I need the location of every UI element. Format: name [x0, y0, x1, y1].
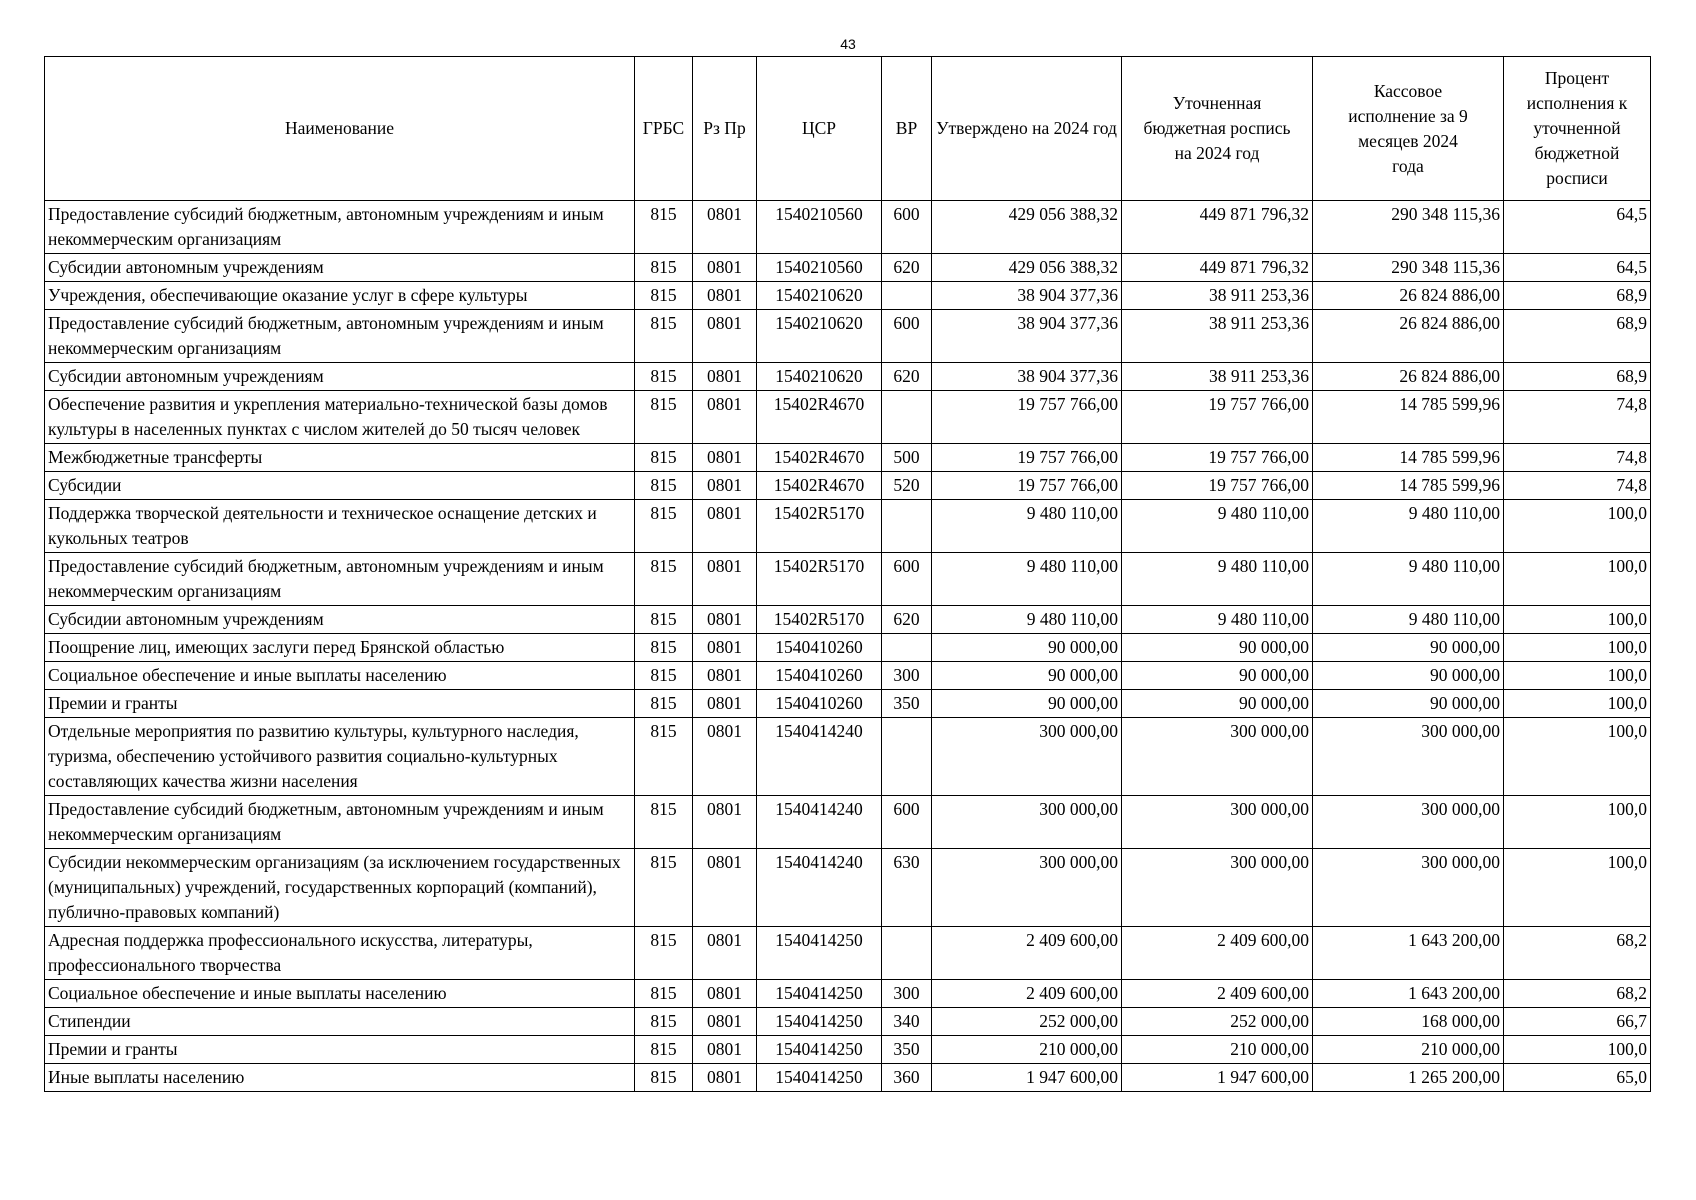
- cell-grbs: 815: [635, 662, 693, 690]
- table-row: [45, 500, 1651, 553]
- cell-csr: 1540414250: [757, 927, 882, 980]
- cell-refined: 449 871 796,32: [1122, 201, 1313, 254]
- cell-vr: [882, 718, 932, 796]
- cell-vr: 600: [882, 796, 932, 849]
- cell-percent: 68,9: [1504, 282, 1651, 310]
- cell-csr: 1540210620: [757, 363, 882, 391]
- cell-rzpr: 0801: [693, 606, 757, 634]
- cell-cash: 90 000,00: [1313, 690, 1504, 718]
- cell-refined: 1 947 600,00: [1122, 1064, 1313, 1092]
- cell-refined: 2 409 600,00: [1122, 980, 1313, 1008]
- cell-rzpr: 0801: [693, 310, 757, 363]
- table-row: [45, 927, 1651, 980]
- cell-rzpr: 0801: [693, 444, 757, 472]
- cell-cash: 1 643 200,00: [1313, 927, 1504, 980]
- cell-cash: 168 000,00: [1313, 1008, 1504, 1036]
- cell-rzpr: 0801: [693, 500, 757, 553]
- cell-grbs: 815: [635, 444, 693, 472]
- cell-name: Отдельные мероприятия по развитию культуры, культурного наследия, туризма, обеспечению устойчивого развития социально-культурных составляющих качества жизни населения: [45, 718, 635, 796]
- cell-vr: 340: [882, 1008, 932, 1036]
- page-number: 43: [840, 36, 856, 52]
- cell-csr: 1540414250: [757, 1008, 882, 1036]
- cell-approved: 38 904 377,36: [932, 363, 1122, 391]
- cell-approved: 38 904 377,36: [932, 282, 1122, 310]
- table-row: [45, 553, 1651, 606]
- cell-rzpr: 0801: [693, 718, 757, 796]
- cell-grbs: 815: [635, 500, 693, 553]
- cell-name: Иные выплаты населению: [45, 1064, 635, 1092]
- cell-grbs: 815: [635, 310, 693, 363]
- cell-csr: 15402R4670: [757, 444, 882, 472]
- cell-refined: 9 480 110,00: [1122, 500, 1313, 553]
- cell-approved: 2 409 600,00: [932, 980, 1122, 1008]
- cell-cash: 9 480 110,00: [1313, 500, 1504, 553]
- budget-table: [44, 56, 1651, 1092]
- cell-rzpr: 0801: [693, 796, 757, 849]
- cell-grbs: 815: [635, 849, 693, 927]
- cell-rzpr: 0801: [693, 1064, 757, 1092]
- cell-cash: 26 824 886,00: [1313, 363, 1504, 391]
- cell-vr: [882, 391, 932, 444]
- cell-csr: 1540210620: [757, 310, 882, 363]
- cell-grbs: 815: [635, 1064, 693, 1092]
- cell-approved: 2 409 600,00: [932, 927, 1122, 980]
- table-row: [45, 363, 1651, 391]
- cell-csr: 1540414250: [757, 1036, 882, 1064]
- cell-refined: 300 000,00: [1122, 849, 1313, 927]
- cell-grbs: 815: [635, 1036, 693, 1064]
- cell-approved: 19 757 766,00: [932, 472, 1122, 500]
- cell-cash: 300 000,00: [1313, 796, 1504, 849]
- cell-csr: 15402R4670: [757, 391, 882, 444]
- cell-grbs: 815: [635, 634, 693, 662]
- cell-rzpr: 0801: [693, 980, 757, 1008]
- header-vr: ВР: [882, 57, 932, 201]
- cell-name: Стипендии: [45, 1008, 635, 1036]
- cell-percent: 100,0: [1504, 1036, 1651, 1064]
- cell-percent: 68,2: [1504, 927, 1651, 980]
- table-row: [45, 444, 1651, 472]
- table-row: [45, 254, 1651, 282]
- cell-rzpr: 0801: [693, 1036, 757, 1064]
- cell-cash: 1 643 200,00: [1313, 980, 1504, 1008]
- cell-csr: 15402R5170: [757, 606, 882, 634]
- cell-csr: 1540410260: [757, 634, 882, 662]
- cell-grbs: 815: [635, 1008, 693, 1036]
- cell-vr: [882, 500, 932, 553]
- cell-approved: 300 000,00: [932, 796, 1122, 849]
- table-row: [45, 1064, 1651, 1092]
- cell-rzpr: 0801: [693, 690, 757, 718]
- cell-vr: 620: [882, 254, 932, 282]
- cell-approved: 429 056 388,32: [932, 201, 1122, 254]
- cell-vr: 620: [882, 363, 932, 391]
- cell-rzpr: 0801: [693, 472, 757, 500]
- cell-name: Субсидии автономным учреждениям: [45, 254, 635, 282]
- cell-cash: 14 785 599,96: [1313, 472, 1504, 500]
- cell-grbs: 815: [635, 553, 693, 606]
- cell-csr: 1540414250: [757, 980, 882, 1008]
- cell-percent: 74,8: [1504, 444, 1651, 472]
- cell-percent: 74,8: [1504, 391, 1651, 444]
- cell-grbs: 815: [635, 796, 693, 849]
- cell-percent: 65,0: [1504, 1064, 1651, 1092]
- cell-grbs: 815: [635, 718, 693, 796]
- cell-cash: 9 480 110,00: [1313, 606, 1504, 634]
- cell-approved: 90 000,00: [932, 634, 1122, 662]
- cell-vr: 620: [882, 606, 932, 634]
- cell-cash: 9 480 110,00: [1313, 553, 1504, 606]
- cell-cash: 290 348 115,36: [1313, 254, 1504, 282]
- cell-name: Субсидии: [45, 472, 635, 500]
- cell-csr: 15402R4670: [757, 472, 882, 500]
- cell-grbs: 815: [635, 606, 693, 634]
- cell-percent: 68,9: [1504, 310, 1651, 363]
- cell-approved: 38 904 377,36: [932, 310, 1122, 363]
- cell-refined: 9 480 110,00: [1122, 606, 1313, 634]
- cell-vr: [882, 927, 932, 980]
- cell-percent: 74,8: [1504, 472, 1651, 500]
- cell-vr: 360: [882, 1064, 932, 1092]
- cell-cash: 300 000,00: [1313, 849, 1504, 927]
- cell-cash: 26 824 886,00: [1313, 310, 1504, 363]
- cell-rzpr: 0801: [693, 391, 757, 444]
- cell-refined: 9 480 110,00: [1122, 553, 1313, 606]
- cell-name: Социальное обеспечение и иные выплаты населению: [45, 662, 635, 690]
- table-row: [45, 849, 1651, 927]
- cell-vr: 300: [882, 662, 932, 690]
- cell-approved: 19 757 766,00: [932, 391, 1122, 444]
- cell-vr: 520: [882, 472, 932, 500]
- cell-refined: 19 757 766,00: [1122, 472, 1313, 500]
- table-row: [45, 201, 1651, 254]
- cell-grbs: 815: [635, 254, 693, 282]
- cell-name: Учреждения, обеспечивающие оказание услуг в сфере культуры: [45, 282, 635, 310]
- header-refined: Уточненная бюджетная роспись на 2024 год: [1122, 57, 1313, 201]
- cell-refined: 90 000,00: [1122, 690, 1313, 718]
- cell-refined: 300 000,00: [1122, 796, 1313, 849]
- cell-approved: 300 000,00: [932, 718, 1122, 796]
- cell-vr: 600: [882, 553, 932, 606]
- cell-rzpr: 0801: [693, 927, 757, 980]
- cell-approved: 252 000,00: [932, 1008, 1122, 1036]
- table-row: [45, 634, 1651, 662]
- cell-rzpr: 0801: [693, 201, 757, 254]
- cell-grbs: 815: [635, 201, 693, 254]
- cell-rzpr: 0801: [693, 254, 757, 282]
- cell-vr: [882, 634, 932, 662]
- cell-cash: 14 785 599,96: [1313, 391, 1504, 444]
- cell-cash: 14 785 599,96: [1313, 444, 1504, 472]
- cell-percent: 100,0: [1504, 662, 1651, 690]
- header-rzpr: Рз Пр: [693, 57, 757, 201]
- cell-refined: 2 409 600,00: [1122, 927, 1313, 980]
- cell-name: Межбюджетные трансферты: [45, 444, 635, 472]
- cell-rzpr: 0801: [693, 282, 757, 310]
- cell-percent: 68,9: [1504, 363, 1651, 391]
- cell-csr: 1540414240: [757, 718, 882, 796]
- cell-approved: 9 480 110,00: [932, 500, 1122, 553]
- cell-cash: 90 000,00: [1313, 634, 1504, 662]
- cell-refined: 38 911 253,36: [1122, 282, 1313, 310]
- cell-name: Премии и гранты: [45, 1036, 635, 1064]
- cell-name: Обеспечение развития и укрепления материально-технической базы домов культуры в населенных пунктах с числом жителей до 50 тысяч человек: [45, 391, 635, 444]
- cell-csr: 15402R5170: [757, 500, 882, 553]
- cell-cash: 1 265 200,00: [1313, 1064, 1504, 1092]
- cell-approved: 1 947 600,00: [932, 1064, 1122, 1092]
- cell-name: Социальное обеспечение и иные выплаты населению: [45, 980, 635, 1008]
- cell-percent: 100,0: [1504, 606, 1651, 634]
- header-name: Наименование: [45, 57, 635, 201]
- cell-csr: 15402R5170: [757, 553, 882, 606]
- cell-rzpr: 0801: [693, 634, 757, 662]
- cell-rzpr: 0801: [693, 849, 757, 927]
- header-percent: Процент исполнения к уточненной бюджетной росписи: [1504, 57, 1651, 201]
- cell-csr: 1540414250: [757, 1064, 882, 1092]
- cell-refined: 19 757 766,00: [1122, 391, 1313, 444]
- header-grbs: ГРБС: [635, 57, 693, 201]
- cell-percent: 100,0: [1504, 849, 1651, 927]
- cell-vr: [882, 282, 932, 310]
- cell-name: Субсидии автономным учреждениям: [45, 363, 635, 391]
- table-row: [45, 310, 1651, 363]
- cell-csr: 1540414240: [757, 796, 882, 849]
- cell-grbs: 815: [635, 927, 693, 980]
- cell-vr: 350: [882, 690, 932, 718]
- cell-percent: 100,0: [1504, 718, 1651, 796]
- cell-grbs: 815: [635, 391, 693, 444]
- cell-vr: 350: [882, 1036, 932, 1064]
- cell-grbs: 815: [635, 282, 693, 310]
- cell-approved: 9 480 110,00: [932, 553, 1122, 606]
- table-row: [45, 980, 1651, 1008]
- cell-csr: 1540410260: [757, 662, 882, 690]
- cell-percent: 100,0: [1504, 690, 1651, 718]
- cell-vr: 630: [882, 849, 932, 927]
- cell-refined: 90 000,00: [1122, 634, 1313, 662]
- cell-cash: 300 000,00: [1313, 718, 1504, 796]
- cell-csr: 1540410260: [757, 690, 882, 718]
- cell-csr: 1540210560: [757, 254, 882, 282]
- cell-refined: 210 000,00: [1122, 1036, 1313, 1064]
- cell-csr: 1540210620: [757, 282, 882, 310]
- table-row: [45, 1036, 1651, 1064]
- cell-percent: 100,0: [1504, 796, 1651, 849]
- cell-name: Поддержка творческой деятельности и техническое оснащение детских и кукольных театров: [45, 500, 635, 553]
- cell-cash: 90 000,00: [1313, 662, 1504, 690]
- cell-percent: 100,0: [1504, 634, 1651, 662]
- cell-refined: 449 871 796,32: [1122, 254, 1313, 282]
- cell-cash: 26 824 886,00: [1313, 282, 1504, 310]
- cell-percent: 64,5: [1504, 254, 1651, 282]
- cell-refined: 38 911 253,36: [1122, 363, 1313, 391]
- table-row: [45, 796, 1651, 849]
- cell-vr: 600: [882, 201, 932, 254]
- cell-name: Премии и гранты: [45, 690, 635, 718]
- cell-approved: 210 000,00: [932, 1036, 1122, 1064]
- cell-cash: 290 348 115,36: [1313, 201, 1504, 254]
- cell-name: Субсидии некоммерческим организациям (за исключением государственных (муниципальных) учреждений, государственных корпораций (компаний), публично-правовых компаний): [45, 849, 635, 927]
- header-csr: ЦСР: [757, 57, 882, 201]
- cell-approved: 90 000,00: [932, 690, 1122, 718]
- cell-percent: 100,0: [1504, 553, 1651, 606]
- cell-refined: 300 000,00: [1122, 718, 1313, 796]
- cell-approved: 300 000,00: [932, 849, 1122, 927]
- cell-name: Предоставление субсидий бюджетным, автономным учреждениям и иным некоммерческим организациям: [45, 796, 635, 849]
- header-approved: Утверждено на 2024 год: [932, 57, 1122, 201]
- cell-rzpr: 0801: [693, 553, 757, 606]
- cell-approved: 19 757 766,00: [932, 444, 1122, 472]
- table-row: [45, 690, 1651, 718]
- cell-percent: 100,0: [1504, 500, 1651, 553]
- cell-percent: 68,2: [1504, 980, 1651, 1008]
- cell-rzpr: 0801: [693, 1008, 757, 1036]
- cell-name: Адресная поддержка профессионального искусства, литературы, профессионального творчества: [45, 927, 635, 980]
- cell-percent: 64,5: [1504, 201, 1651, 254]
- cell-refined: 38 911 253,36: [1122, 310, 1313, 363]
- cell-approved: 429 056 388,32: [932, 254, 1122, 282]
- cell-refined: 19 757 766,00: [1122, 444, 1313, 472]
- cell-csr: 1540210560: [757, 201, 882, 254]
- table-row: [45, 606, 1651, 634]
- cell-approved: 9 480 110,00: [932, 606, 1122, 634]
- cell-grbs: 815: [635, 363, 693, 391]
- header-cash: Кассовое исполнение за 9 месяцев 2024 года: [1313, 57, 1504, 201]
- table-row: [45, 718, 1651, 796]
- table-row: [45, 472, 1651, 500]
- cell-refined: 252 000,00: [1122, 1008, 1313, 1036]
- table-row: [45, 662, 1651, 690]
- cell-vr: 500: [882, 444, 932, 472]
- table-row: [45, 1008, 1651, 1036]
- cell-rzpr: 0801: [693, 662, 757, 690]
- cell-grbs: 815: [635, 690, 693, 718]
- cell-approved: 90 000,00: [932, 662, 1122, 690]
- cell-name: Субсидии автономным учреждениям: [45, 606, 635, 634]
- cell-name: Предоставление субсидий бюджетным, автономным учреждениям и иным некоммерческим организациям: [45, 310, 635, 363]
- cell-name: Предоставление субсидий бюджетным, автономным учреждениям и иным некоммерческим организациям: [45, 201, 635, 254]
- cell-name: Поощрение лиц, имеющих заслуги перед Брянской областью: [45, 634, 635, 662]
- cell-name: Предоставление субсидий бюджетным, автономным учреждениям и иным некоммерческим организациям: [45, 553, 635, 606]
- table-row: [45, 391, 1651, 444]
- table-row: [45, 282, 1651, 310]
- cell-csr: 1540414240: [757, 849, 882, 927]
- cell-cash: 210 000,00: [1313, 1036, 1504, 1064]
- cell-vr: 300: [882, 980, 932, 1008]
- cell-percent: 66,7: [1504, 1008, 1651, 1036]
- cell-grbs: 815: [635, 472, 693, 500]
- cell-rzpr: 0801: [693, 363, 757, 391]
- header-row: [45, 57, 1651, 201]
- cell-refined: 90 000,00: [1122, 662, 1313, 690]
- cell-vr: 600: [882, 310, 932, 363]
- cell-grbs: 815: [635, 980, 693, 1008]
